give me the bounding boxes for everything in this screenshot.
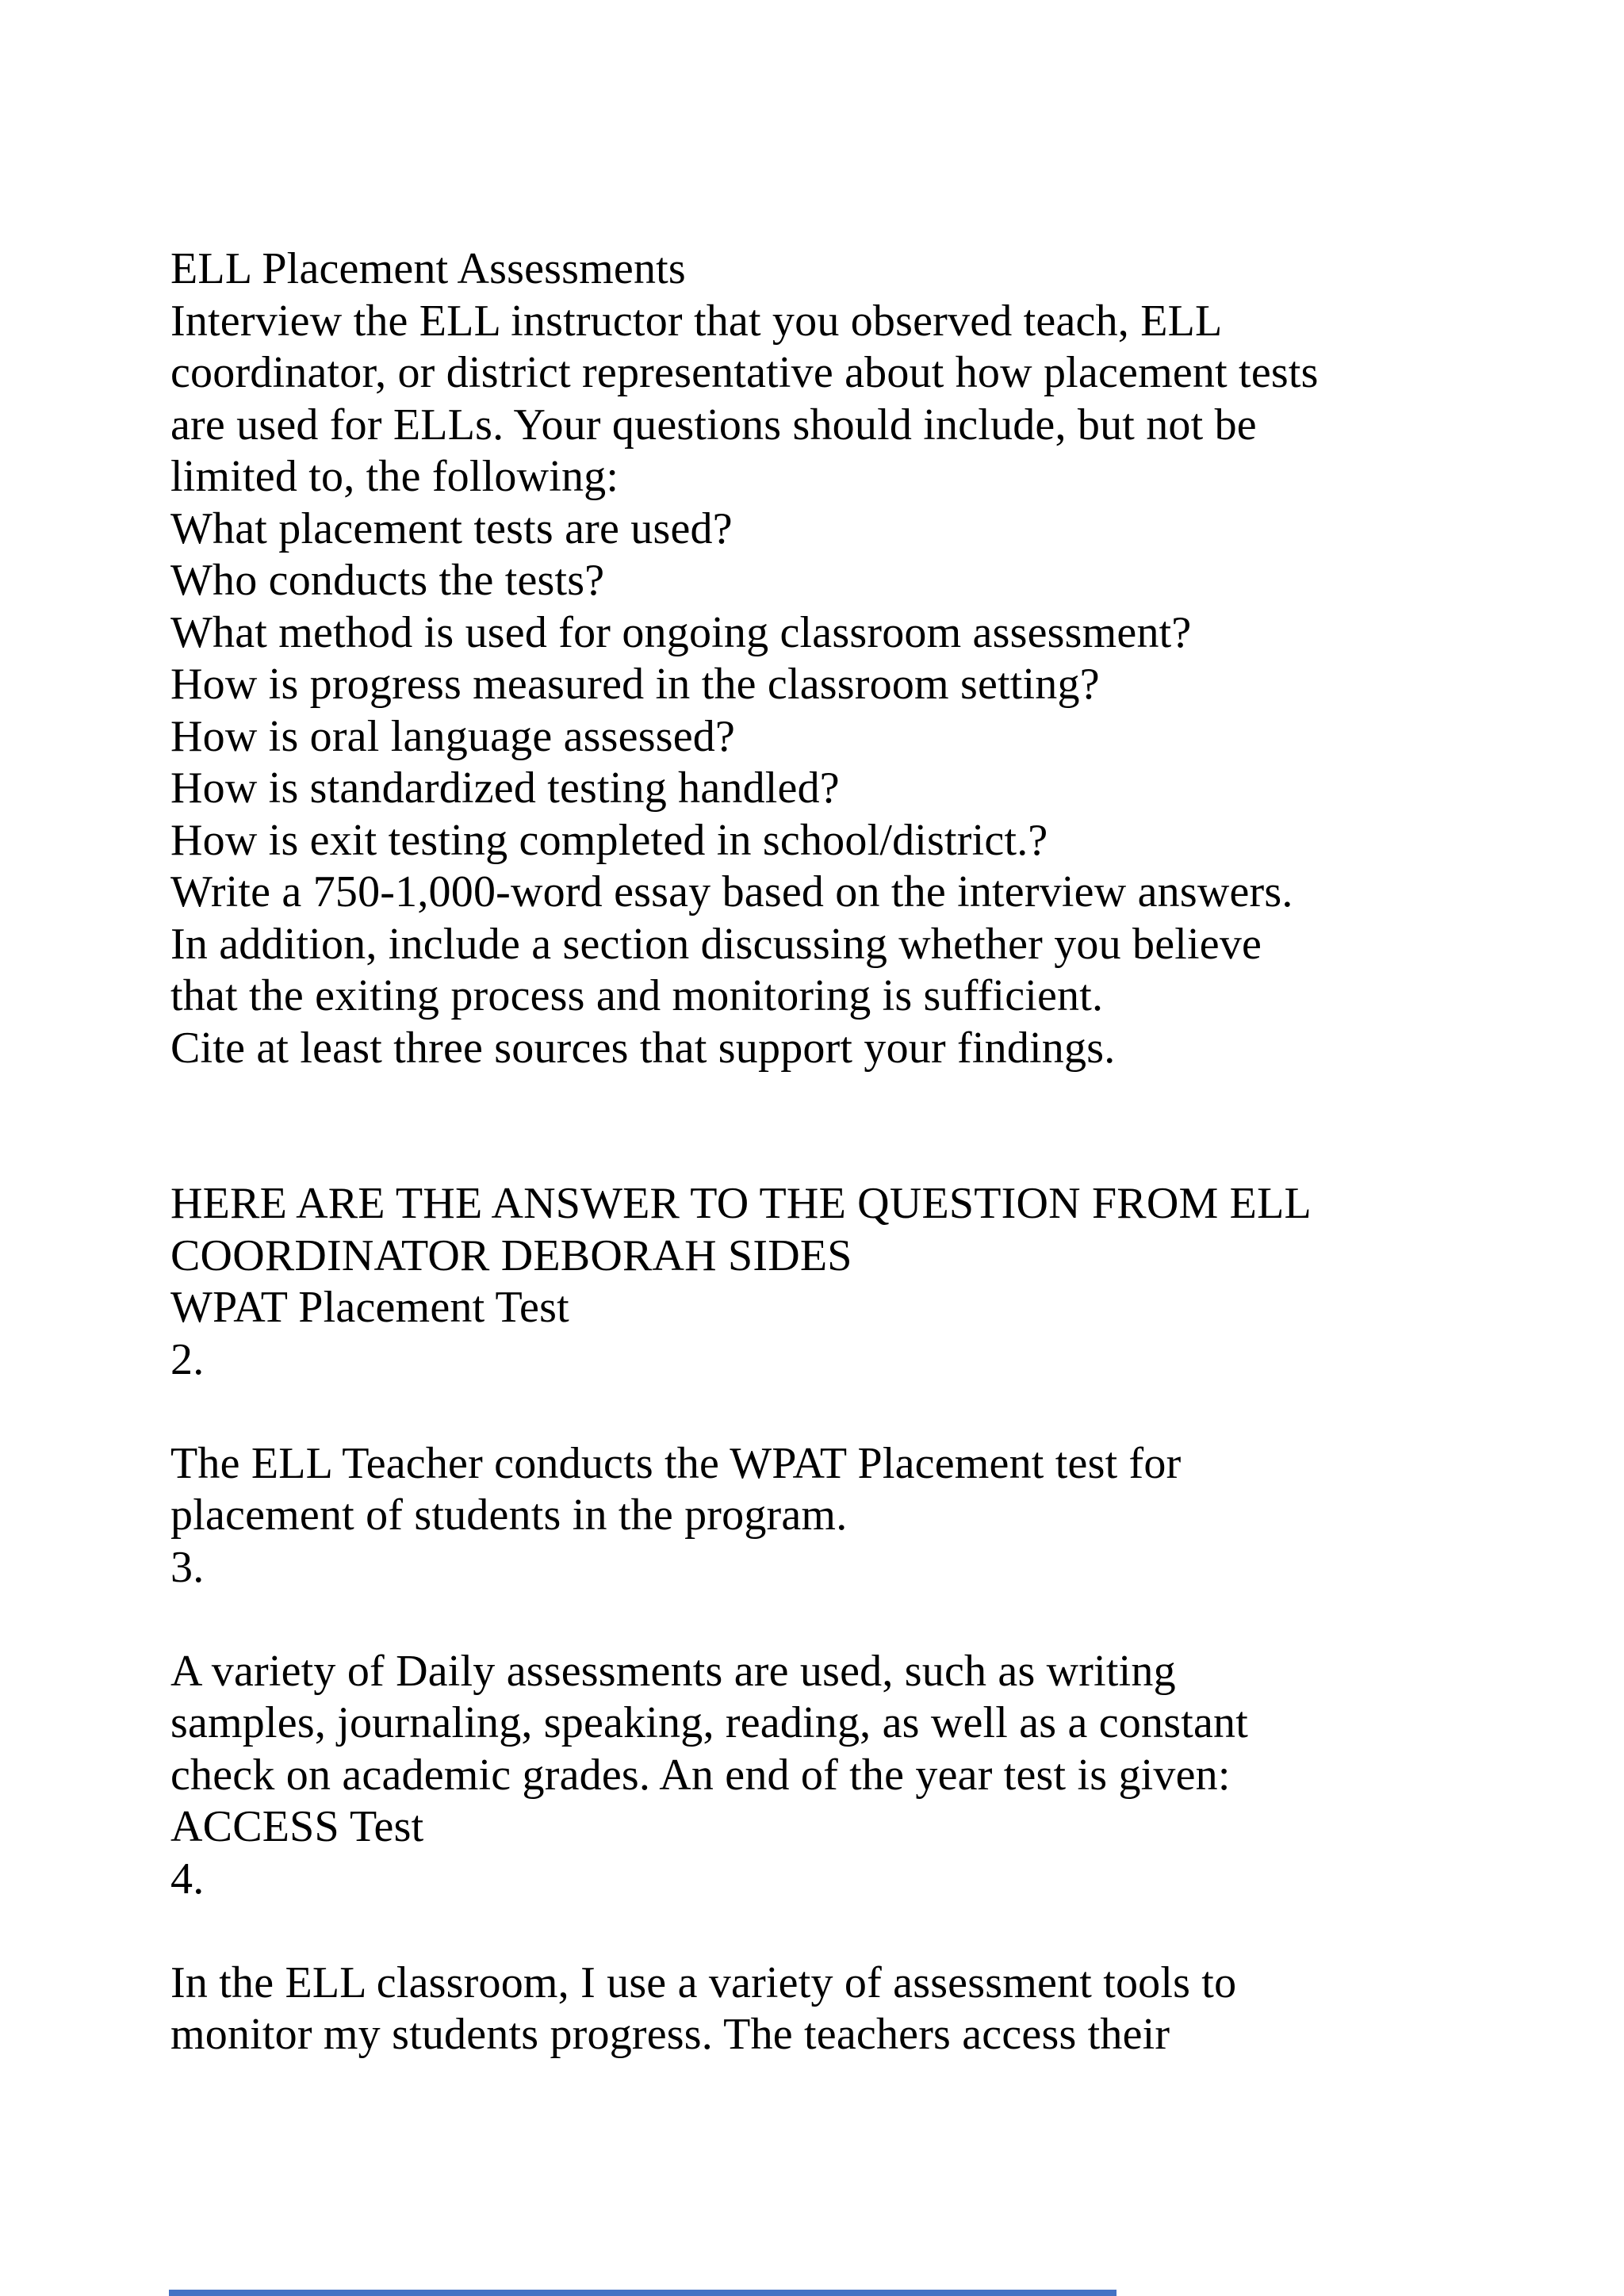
doc-line-number: 2. — [170, 1334, 205, 1384]
doc-blank-line — [170, 1127, 1503, 1179]
doc-blank-line — [170, 1386, 1503, 1438]
doc-line-heading: HERE ARE THE ANSWER TO THE QUESTION FROM ELL — [170, 1179, 1312, 1228]
doc-line: Cite at least three sources that support your findings. — [170, 1023, 1116, 1073]
doc-line: are used for ELLs. Your questions should include, but not be — [170, 400, 1257, 450]
doc-line: coordinator, or district representative about how placement tests — [170, 348, 1319, 397]
doc-line: limited to, the following: — [170, 452, 619, 501]
doc-line-answer: monitor my students progress. The teachers access their — [170, 2010, 1170, 2059]
doc-blank-line — [170, 1074, 1503, 1127]
doc-line-title: ELL Placement Assessments — [170, 244, 686, 293]
doc-blank-line — [170, 1594, 1503, 1646]
doc-line: Interview the ELL instructor that you observed teach, ELL — [170, 296, 1223, 346]
doc-line-number: 3. — [170, 1542, 205, 1592]
doc-blank-line — [170, 1905, 1503, 1957]
page-bottom-cutoff-bar — [169, 2290, 1116, 2296]
doc-line-answer: samples, journaling, speaking, reading, as well as a constant — [170, 1698, 1248, 1747]
doc-line-answer: placement of students in the program. — [170, 1490, 848, 1540]
doc-line-answer: ACCESS Test — [170, 1802, 424, 1851]
doc-line: Write a 750-1,000-word essay based on the interview answers. — [170, 867, 1293, 916]
doc-line-question: How is exit testing completed in school/district.? — [170, 815, 1048, 865]
doc-line-question: How is progress measured in the classroom setting? — [170, 660, 1100, 709]
doc-line-question: Who conducts the tests? — [170, 556, 605, 605]
doc-line-answer: A variety of Daily assessments are used, such as writing — [170, 1646, 1176, 1696]
doc-line: that the exiting process and monitoring is sufficient. — [170, 971, 1104, 1020]
doc-line-question: What method is used for ongoing classroom assessment? — [170, 607, 1192, 657]
doc-line-answer: The ELL Teacher conducts the WPAT Placement test for — [170, 1438, 1182, 1488]
doc-line-heading: COORDINATOR DEBORAH SIDES — [170, 1230, 852, 1280]
document-text-block — [170, 243, 1503, 2061]
doc-line-question: What placement tests are used? — [170, 503, 733, 553]
doc-line-number: 4. — [170, 1854, 205, 1904]
doc-line-answer: In the ELL classroom, I use a variety of assessment tools to — [170, 1957, 1237, 2007]
doc-line-question: How is standardized testing handled? — [170, 763, 840, 813]
doc-line-answer: check on academic grades. An end of the year test is given: — [170, 1750, 1231, 1800]
doc-line-answer: WPAT Placement Test — [170, 1283, 569, 1332]
doc-line-question: How is oral language assessed? — [170, 711, 736, 761]
doc-line: In addition, include a section discussing whether you believe — [170, 919, 1262, 969]
